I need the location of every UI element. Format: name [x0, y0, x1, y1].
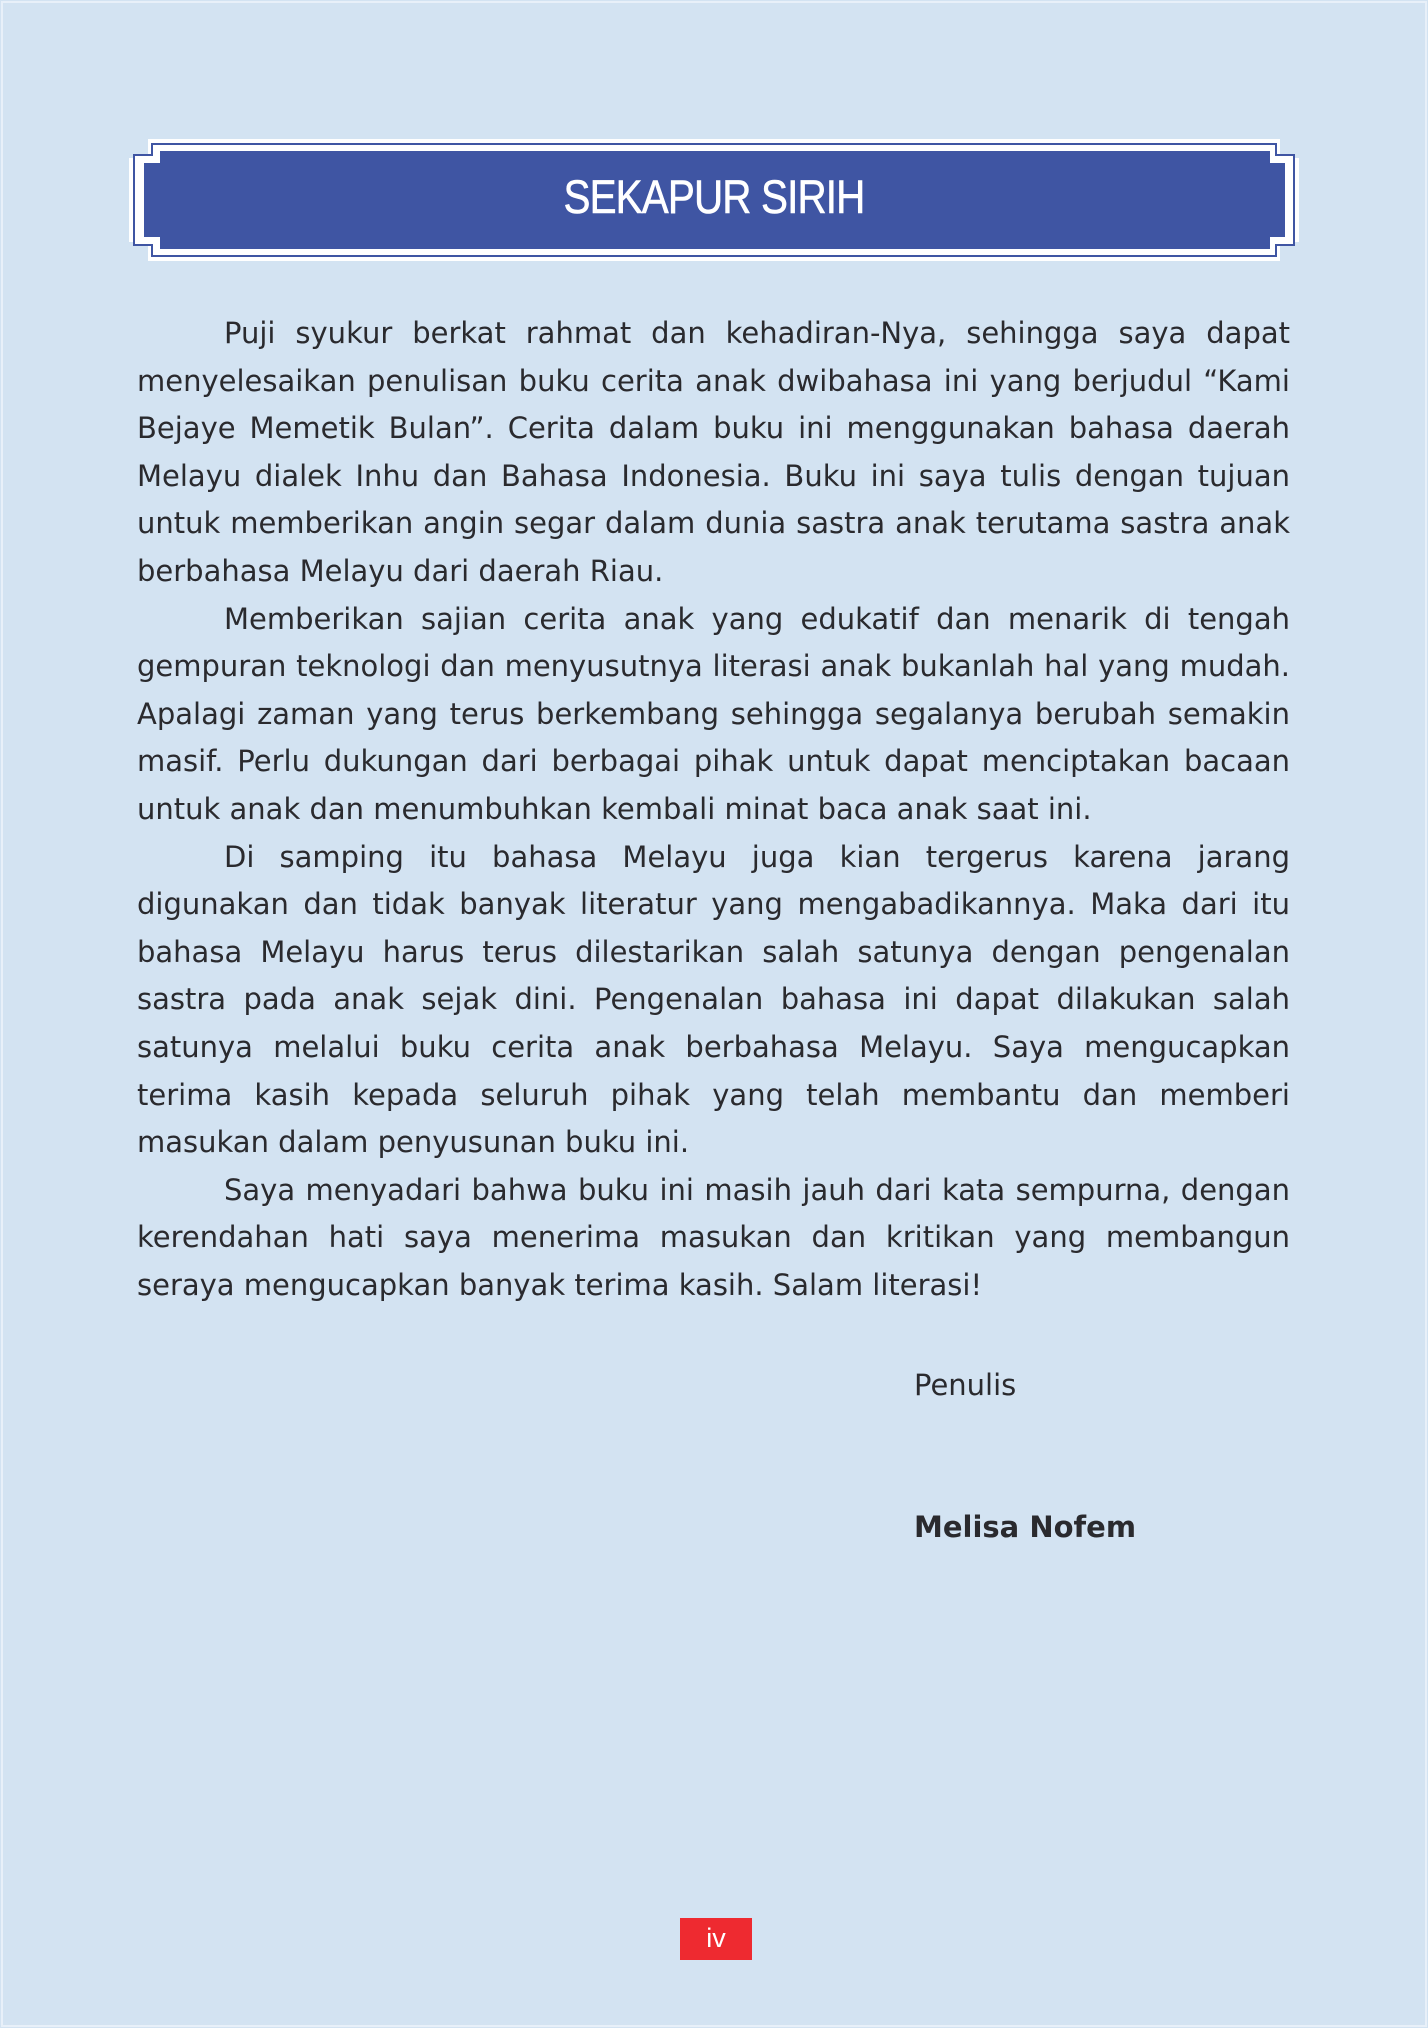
body-text — [137, 310, 1290, 1309]
paragraph: Di samping itu bahasa Melayu juga kian tergerus karena jarang digunakan dan tidak banyak literatur yang mengabadikannya. Maka dari itu bahasa Melayu harus terus dilestarikan salah satunya dengan pengenalan sastra pada anak sejak dini. Pengenalan bahasa ini dapat dilakukan salah satunya melalui buku cerita anak berbahasa Melayu. Saya mengucapkan terima kasih kepada seluruh pihak yang telah membantu dan memberi masukan dalam penyusunan buku ini. — [137, 839, 1290, 1160]
page-number-badge: iv — [680, 1918, 752, 1960]
paragraph: Memberikan sajian cerita anak yang edukatif dan menarik di tengah gempuran teknologi dan menyusutnya literasi anak bukanlah hal yang mudah. Apalagi zaman yang terus berkembang sehingga segalanya berubah semakin masif. Perlu dukungan dari berbagai pihak untuk dapat menciptakan bacaan untuk anak dan menumbuhkan kembali minat baca anak saat ini. — [137, 601, 1290, 826]
signature-name: Melisa Nofem — [914, 1510, 1137, 1544]
paragraph: Saya menyadari bahwa buku ini masih jauh dari kata sempurna, dengan kerendahan hati saya menerima masukan dan kritikan yang membangun seraya mengucapkan banyak terima kasih. Salam literasi! — [137, 1172, 1290, 1302]
paragraph: Puji syukur berkat rahmat dan kehadiran-Nya, sehingga saya dapat menyelesaikan penulisan buku cerita anak dwibahasa ini yang berjudul “Kami Bejaye Memetik Bulan”. Cerita dalam buku ini menggunakan bahasa daerah Melayu dialek Inhu dan Bahasa Indonesia. Buku ini saya tulis dengan tujuan untuk memberikan angin segar dalam dunia sastra anak terutama sastra anak berbahasa Melayu dari daerah Riau. — [137, 316, 1290, 588]
title-banner — [129, 139, 1299, 261]
page-title: SEKAPUR SIRIH — [563, 170, 865, 223]
signature-role: Penulis — [914, 1368, 1017, 1402]
